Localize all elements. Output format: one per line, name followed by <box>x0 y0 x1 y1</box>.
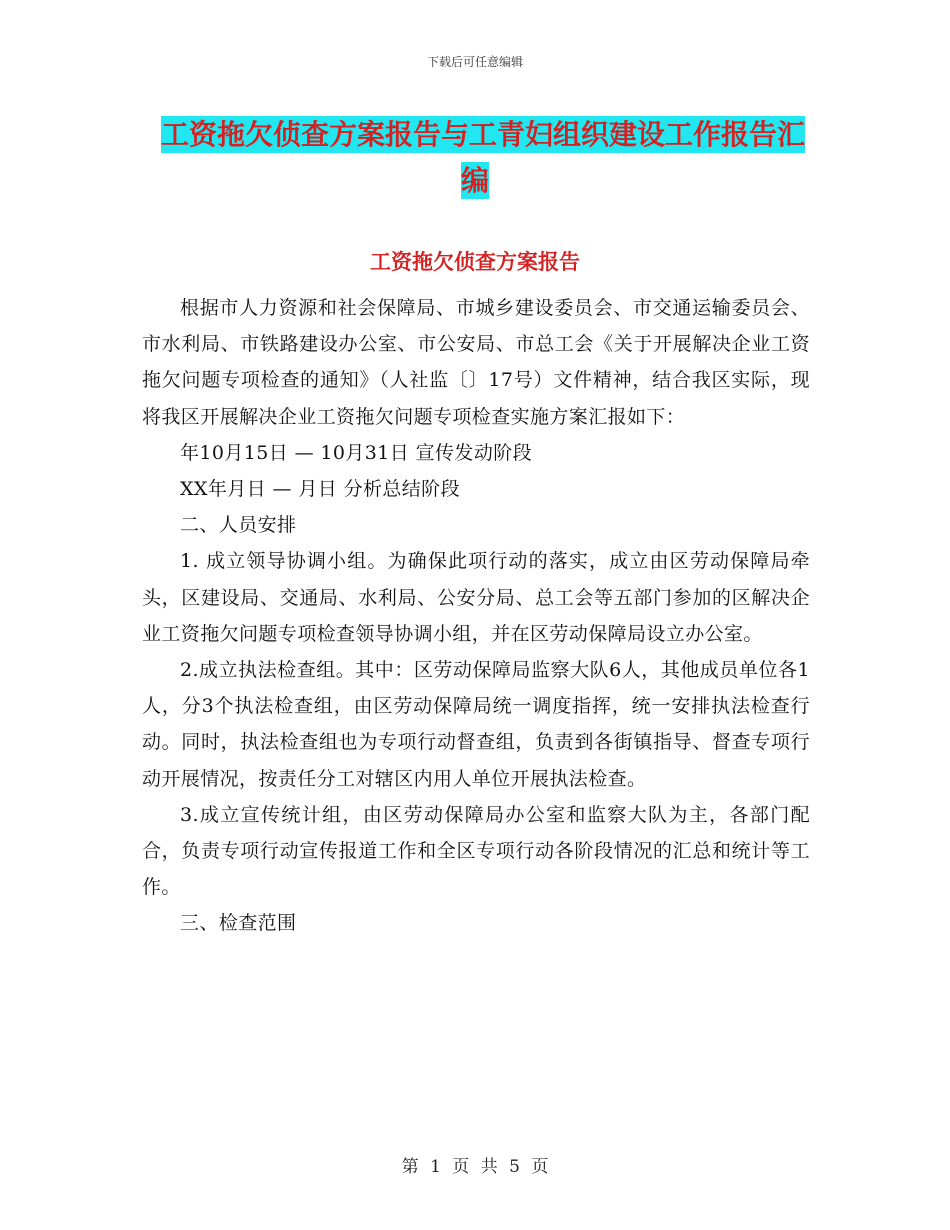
section-title: 工资拖欠侦查方案报告 <box>370 250 580 274</box>
paragraph-intro: 根据市人力资源和社会保障局、市城乡建设委员会、市交通运输委员会、市水利局、市铁路建设办公室、市公安局、市总工会《关于开展解决企业工资拖欠问题专项检查的通知》（人社监〔〕17号）文件精神，结合我区实际，现将我区开展解决企业工资拖欠问题专项检查实施方案汇报如下： <box>142 297 810 428</box>
heading-personnel: 二、人员安排 <box>180 514 297 537</box>
body-text <box>142 290 810 942</box>
header-note: 下载后可任意编辑 <box>426 55 523 69</box>
main-title <box>145 112 805 204</box>
paragraph-stage-1: 年10月15日 — 10月31日 宣传发动阶段 <box>180 441 533 464</box>
main-title-line2: 编 <box>460 164 489 197</box>
paragraph-item-1: 1. 成立领导协调小组。为确保此项行动的落实，成立由区劳动保障局牵头，区建设局、交通局、水利局、公安分局、总工会等五部门参加的区解决企业工资拖欠问题专项检查领导协调小组，并在区劳动保障局设立办公室。 <box>142 550 810 645</box>
main-title-line1: 工资拖欠侦查方案报告与工青妇组织建设工作报告汇 <box>160 118 805 151</box>
paragraph-stage-2: XX年月日 — 月日 分析总结阶段 <box>180 478 460 501</box>
paragraph-item-2: 2.成立执法检查组。其中：区劳动保障局监察大队6人，其他成员单位各1人，分3个执法检查组，由区劳动保障局统一调度指挥，统一安排执法检查行动。同时，执法检查组也为专项行动督查组，负责到各街镇指导、督查专项行动开展情况，按责任分工对辖区内用人单位开展执法检查。 <box>142 659 810 790</box>
paragraph-item-3: 3.成立宣传统计组，由区劳动保障局办公室和监察大队为主，各部门配合，负责专项行动宣传报道工作和全区专项行动各阶段情况的汇总和统计等工作。 <box>142 803 810 899</box>
heading-scope: 三、检查范围 <box>180 912 297 935</box>
page-footer: 第 1 页 共 5 页 <box>401 1157 549 1177</box>
